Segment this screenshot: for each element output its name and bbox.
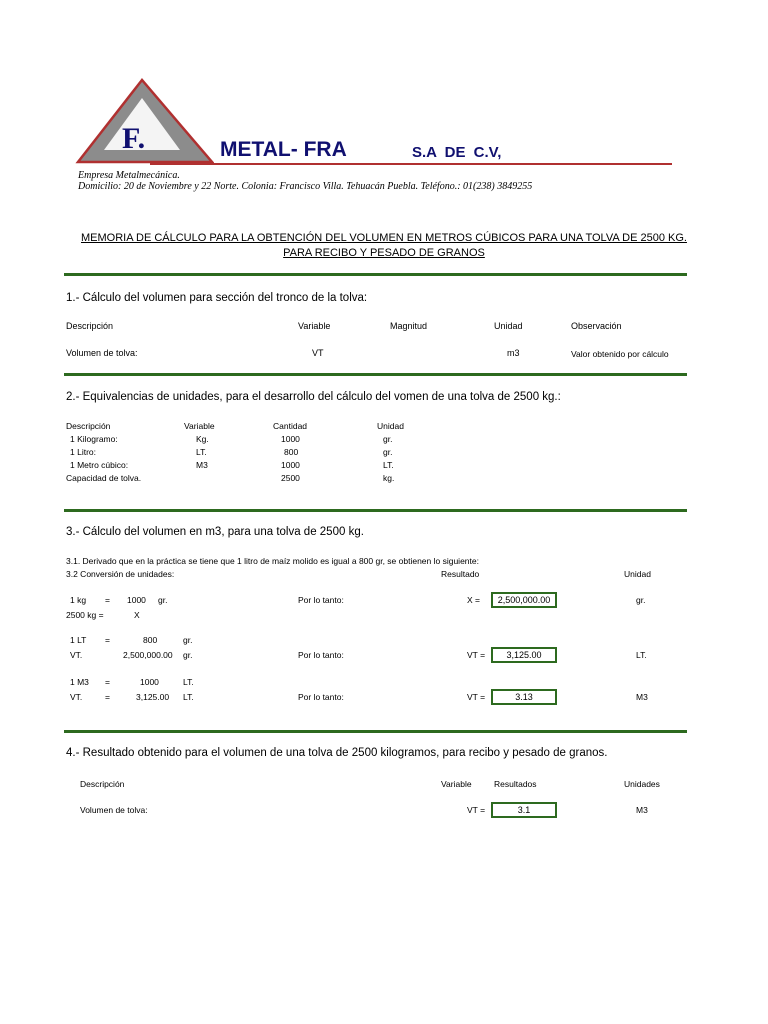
s1-col-descripcion: Descripción (66, 321, 114, 331)
therefore-label: Por lo tanto: (298, 650, 344, 660)
therefore-label: Por lo tanto: (298, 692, 344, 702)
company-name: METAL- FRA (220, 138, 347, 161)
section2-heading: 2.- Equivalencias de unidades, para el desarrollo del cálculo del vomen de una tolva de 2500 kg.: (66, 391, 561, 403)
s2-row-descripcion: 1 Litro: (70, 447, 96, 457)
section-divider (64, 373, 687, 376)
s4-col-variable: Variable (441, 779, 472, 789)
s1-col-unidad: Unidad (494, 321, 523, 331)
therefore-label: Por lo tanto: (298, 595, 344, 605)
s3-col-resultado: Resultado (441, 569, 480, 579)
s1-col-variable: Variable (298, 321, 331, 331)
s2-col-unidad: Unidad (377, 421, 404, 431)
header-rule (150, 163, 672, 165)
conv-l2-c: X (134, 610, 140, 620)
result-value-box: 2,500,000.00 (491, 592, 557, 608)
s4-col-unidades: Unidades (624, 779, 660, 789)
s2-row-descripcion: 1 Kilogramo: (70, 434, 118, 444)
s2-col-descripcion: Descripción (66, 421, 111, 431)
s1-row-descripcion: Volumen de tolva: (66, 348, 138, 358)
s2-row-unidad: kg. (383, 473, 395, 483)
s2-row-cantidad: 800 (284, 447, 299, 457)
s2-row-unidad: gr. (383, 447, 393, 457)
s3-col-unidad: Unidad (624, 569, 651, 579)
company-logo (74, 78, 214, 166)
s3-note2: 3.2 Conversión de unidades: (66, 569, 175, 579)
company-tagline: Empresa Metalmecánica. (78, 170, 180, 181)
conv-l2-d: LT. (183, 692, 194, 702)
conv-l2-c: 2,500,000.00 (123, 650, 173, 660)
conv-l1-b: = (105, 635, 110, 645)
conv-l1-d: gr. (183, 635, 193, 645)
conv-l1-b: = (105, 595, 110, 605)
section4-heading: 4.- Resultado obtenido para el volumen de una tolva de 2500 kilogramos, para recibo y pesado de granos. (66, 747, 608, 759)
result-value-box: 3.13 (491, 689, 557, 705)
company-suffix: S.A DE C.V, (412, 144, 502, 161)
s4-col-descripcion: Descripción (80, 779, 125, 789)
s2-row-unidad: LT. (383, 460, 394, 470)
s2-row-variable: M3 (196, 460, 208, 470)
conv-l1-d: LT. (183, 677, 194, 687)
conv-l2-a: VT. (70, 650, 83, 660)
s2-row-cantidad: 1000 (281, 434, 300, 444)
conv-l1-b: = (105, 677, 110, 687)
s4-row-variable: VT = (467, 805, 486, 815)
conv-l1-c: 800 (143, 635, 158, 645)
s1-col-observacion: Observación (571, 321, 622, 331)
section-divider (64, 730, 687, 733)
section-divider (64, 509, 687, 512)
section1-heading: 1.- Cálculo del volumen para sección del tronco de la tolva: (66, 292, 368, 304)
result-variable: VT = (467, 692, 486, 702)
s1-row-variable: VT (312, 348, 324, 358)
s4-row-unidad: M3 (636, 805, 648, 815)
conv-l2-a: 2500 kg = (66, 610, 104, 620)
conv-l1-c: 1000 (127, 595, 146, 605)
result-unit: LT. (636, 650, 647, 660)
conv-l2-b: = (105, 692, 110, 702)
document-title-line2: PARA RECIBO Y PESADO DE GRANOS (283, 247, 485, 259)
result-value-box: 3,125.00 (491, 647, 557, 663)
s3-note1: 3.1. Derivado que en la práctica se tiene que 1 litro de maíz molido es igual a 800 gr, se obtienen lo siguiente: (66, 556, 479, 566)
conv-l1-d: gr. (158, 595, 168, 605)
final-result-box: 3.1 (491, 802, 557, 818)
result-unit: M3 (636, 692, 648, 702)
s1-col-magnitud: Magnitud (390, 321, 428, 331)
conv-l2-c: 3,125.00 (136, 692, 170, 702)
s2-col-variable: Variable (184, 421, 215, 431)
s2-row-cantidad: 2500 (281, 473, 300, 483)
conv-l2-a: VT. (70, 692, 83, 702)
document-title-line1: MEMORIA DE CÁLCULO PARA LA OBTENCIÓN DEL VOLUMEN EN METROS CÚBICOS PARA UNA TOLVA DE 2500 KG. (81, 232, 687, 244)
s1-row-observacion: Valor obtenido por cálculo (571, 349, 669, 359)
conv-l1-a: 1 kg (70, 595, 87, 605)
s2-row-unidad: gr. (383, 434, 393, 444)
conv-l1-a: 1 LT (70, 635, 87, 645)
conv-l1-a: 1 M3 (70, 677, 89, 687)
s2-col-cantidad: Cantidad (273, 421, 308, 431)
logo-letter: F. (122, 122, 146, 155)
s4-col-resultados: Resultados (494, 779, 537, 789)
result-variable: VT = (467, 650, 486, 660)
s2-row-descripcion: 1 Metro cúbico: (70, 460, 129, 470)
s2-row-variable: LT. (196, 447, 207, 457)
s2-row-descripcion: Capacidad de tolva. (66, 473, 142, 483)
conv-l1-c: 1000 (140, 677, 159, 687)
conv-l2-d: gr. (183, 650, 193, 660)
s2-row-variable: Kg. (196, 434, 209, 444)
section3-heading: 3.- Cálculo del volumen en m3, para una tolva de 2500 kg. (66, 526, 364, 538)
s1-row-unidad: m3 (507, 348, 520, 358)
result-variable: X = (467, 595, 480, 605)
s2-row-cantidad: 1000 (281, 460, 300, 470)
section-divider (64, 273, 687, 276)
company-address: Domicilio: 20 de Noviembre y 22 Norte. Colonia: Francisco Villa. Tehuacán Puebla. Teléfono.: 01(238) 3849255 (78, 181, 533, 192)
s4-row-descripcion: Volumen de tolva: (80, 805, 148, 815)
result-unit: gr. (636, 595, 646, 605)
